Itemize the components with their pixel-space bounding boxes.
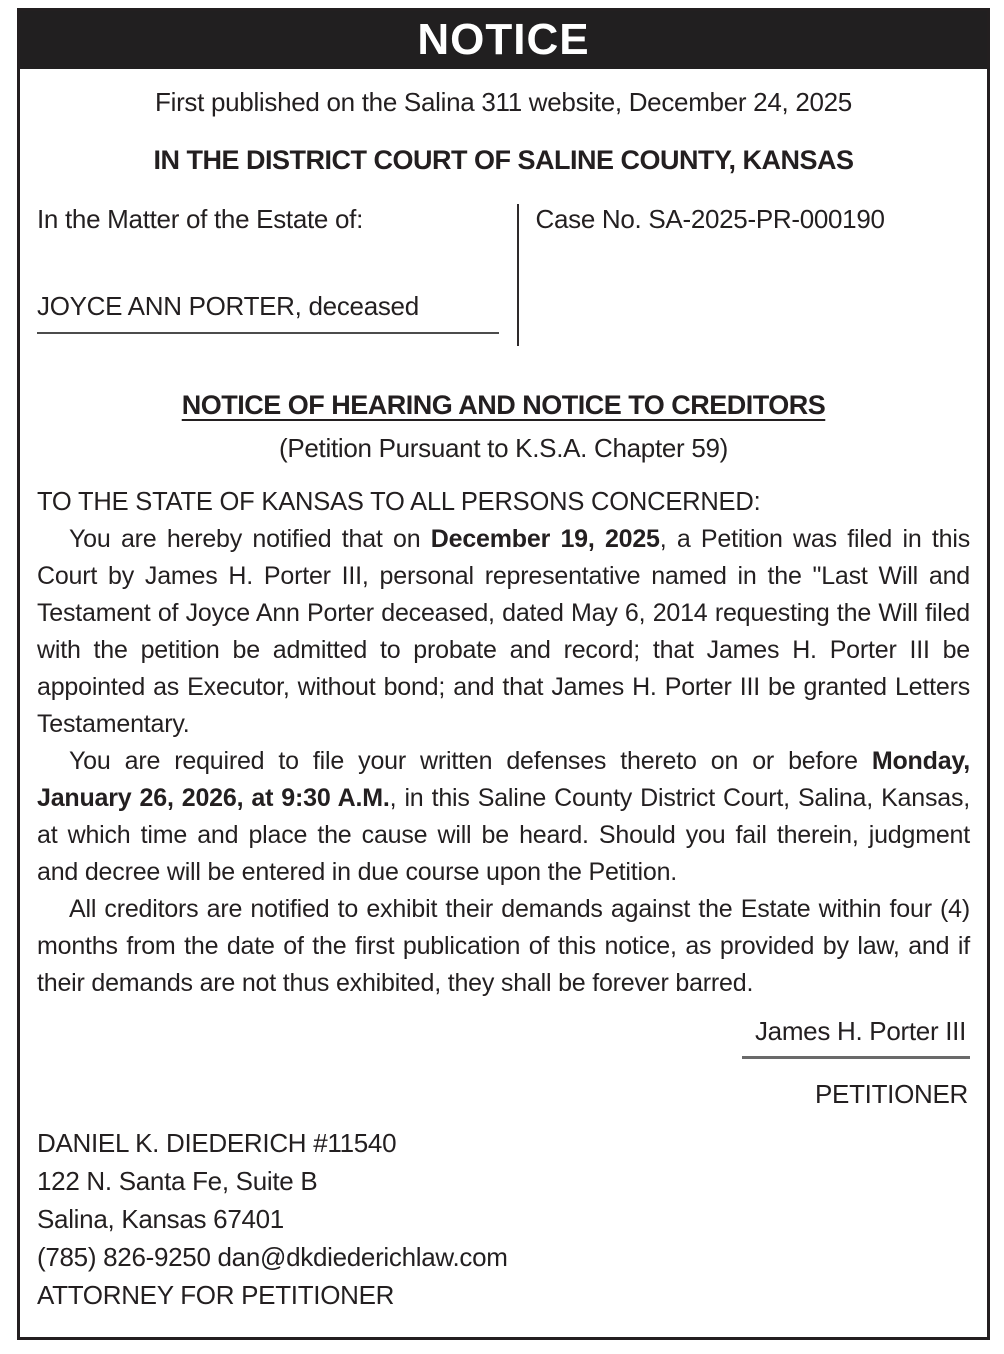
petitioner-role-label: PETITIONER [814, 1079, 968, 1109]
attorney-contact-block [37, 1124, 970, 1314]
paragraph1-text-before: You are hereby notified that on [69, 525, 431, 553]
case-caption [37, 204, 970, 346]
paragraph-petition-filed [37, 521, 970, 743]
court-heading: IN THE DISTRICT COURT OF SALINE COUNTY, KANSAS [153, 145, 854, 175]
caption-right-column [519, 204, 970, 346]
attorney-role-label: ATTORNEY FOR PETITIONER [37, 1280, 395, 1310]
notice-of-hearing-heading: NOTICE OF HEARING AND NOTICE TO CREDITORS [181, 390, 826, 420]
paragraph1-bold-date: December 19, 2025 [430, 525, 660, 553]
signature-block [37, 1016, 970, 1059]
attorney-name-bar-number: DANIEL K. DIEDERICH #11540 [37, 1128, 397, 1158]
legal-notice-document [17, 8, 990, 1340]
attorney-address-city: Salina, Kansas 67401 [37, 1204, 284, 1234]
salutation-line: TO THE STATE OF KANSAS TO ALL PERSONS CONCERNED: [37, 488, 761, 516]
matter-label: In the Matter of the Estate of: [37, 204, 363, 234]
petition-statute-subheading: (Petition Pursuant to K.S.A. Chapter 59) [278, 433, 729, 463]
paragraph2-text-after: , in this Saline County District Court, Salina, Kansas, at which time and place the cause will be heard. Should you fail therein, judgment and decree will be entered in due course upon the Petition. [37, 784, 970, 886]
notice-title: NOTICE [417, 15, 590, 64]
attorney-phone-email: (785) 826-9250 dan@dkdiederichlaw.com [37, 1242, 508, 1272]
paragraph-written-defenses [37, 743, 970, 891]
paragraph2-bold-hearing-date: Monday, January 26, 2026, at 9:30 A.M. [37, 747, 970, 812]
notice-header-bar [20, 11, 987, 69]
paragraph-creditors-notice: All creditors are notified to exhibit their demands against the Estate within four (4) months from the date of the first publication of this notice, as provided by law, and if their demands are not thus exhibited, they shall be forever barred. [37, 895, 970, 997]
decedent-name: JOYCE ANN PORTER, deceased [37, 291, 499, 334]
case-number: Case No. SA-2025-PR-000190 [535, 204, 885, 234]
document-body [20, 87, 987, 1330]
notice-body-text [37, 484, 970, 1002]
first-published-line: First published on the Salina 311 website, December 24, 2025 [155, 87, 852, 117]
petitioner-signature-name: James H. Porter III [742, 1016, 970, 1059]
attorney-address-street: 122 N. Santa Fe, Suite B [37, 1166, 318, 1196]
paragraph2-text-before: You are required to file your written defenses thereto on or before [69, 747, 872, 775]
paragraph1-text-after: , a Petition was filed in this Court by James H. Porter III, personal representative named in the "Last Will and Testament of Joyce Ann Porter deceased, dated May 6, 2014 requesting the Will filed with the petition be admitted to probate and record; that James H. Porter III be appointed as Executor, without bond; and that James H. Porter III be granted Letters Testamentary. [37, 525, 970, 738]
caption-left-column [37, 204, 517, 346]
